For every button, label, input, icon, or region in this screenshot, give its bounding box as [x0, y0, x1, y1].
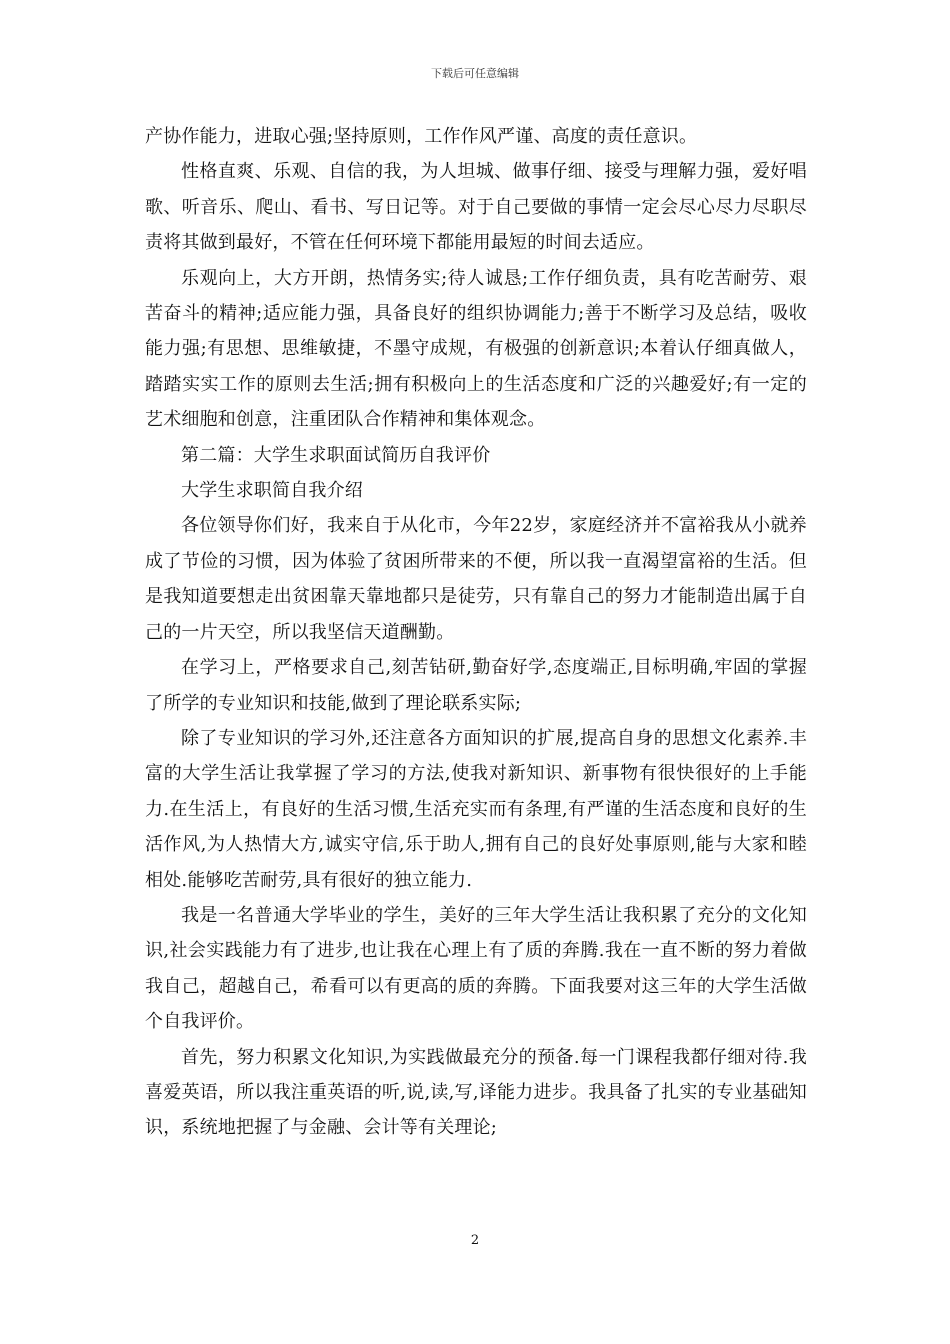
paragraph: 乐观向上，大方开朗，热情务实;待人诚恳;工作仔细负责，具有吃苦耐劳、艰苦奋斗的精神;适应能力强，具备良好的组织协调能力;善于不断学习及总结，吸收能力强;有思想、思维敏捷，不墨守成规，有极强的创新意识;本着认仔细真做人，踏踏实实工作的原则去生活;拥有积极向上的生活态度和广泛的兴趣爱好;有一定的艺术细胞和创意，注重团队合作精神和集体观念。 [145, 267, 807, 431]
page-number: 2 [470, 1233, 480, 1248]
paragraph: 首先，努力积累文化知识,为实践做最充分的预备.每一门课程我都仔细对待.我喜爱英语，所以我注重英语的听,说,读,写,译能力进步。我具备了扎实的专业基础知识，系统地把握了与金融、会计等有关理论; [145, 1046, 807, 1139]
section-heading: 第二篇：大学生求职面试简历自我评价 [181, 444, 491, 466]
paragraph: 各位领导你们好，我来自于从化市，今年22岁，家庭经济并不富裕我从小就养成了节俭的习惯，因为体验了贫困所带来的不便，所以我一直渴望富裕的生活。但是我知道要想走出贫困靠天靠地都只是徒劳，只有靠自己的努力才能制造出属于自己的一片天空，所以我坚信天道酬勤。 [145, 515, 807, 643]
paragraph: 除了专业知识的学习外,还注意各方面知识的扩展,提高自身的思想文化素养.丰富的大学生活让我掌握了学习的方法,使我对新知识、新事物有很快很好的上手能力.在生活上，有良好的生活习惯,生活充实而有条理,有严谨的生活态度和良好的生活作风,为人热情大方,诚实守信,乐于助人,拥有自己的良好处事原则,能与大家和睦相处.能够吃苦耐劳,具有很好的独立能力. [145, 727, 807, 891]
paragraph: 产协作能力，进取心强;坚持原则，工作作风严谨、高度的责任意识。 [145, 126, 698, 147]
paragraph: 性格直爽、乐观、自信的我，为人坦城、做事仔细、接受与理解力强，爱好唱歌、听音乐、爬山、看书、写日记等。对于自己要做的事情一定会尽心尽力尽职尽责将其做到最好，不管在任何环境下都能用最短的时间去适应。 [145, 161, 807, 254]
paragraph: 在学习上，严格要求自己,刻苦钻研,勤奋好学,态度端正,目标明确,牢固的掌握了所学的专业知识和技能,做到了理论联系实际; [145, 657, 807, 714]
paragraph: 我是一名普通大学毕业的学生，美好的三年大学生活让我积累了充分的文化知识,社会实践能力有了进步,也让我在心理上有了质的奔腾.我在一直不断的努力着做我自己，超越自己，希看可以有更高的质的奔腾。下面我要对这三年的大学生活做个自我评价。 [145, 904, 807, 1033]
page-header: 下载后可任意编辑 [431, 67, 519, 80]
document-body [145, 119, 807, 1146]
subheading: 大学生求职简自我介绍 [181, 480, 363, 502]
